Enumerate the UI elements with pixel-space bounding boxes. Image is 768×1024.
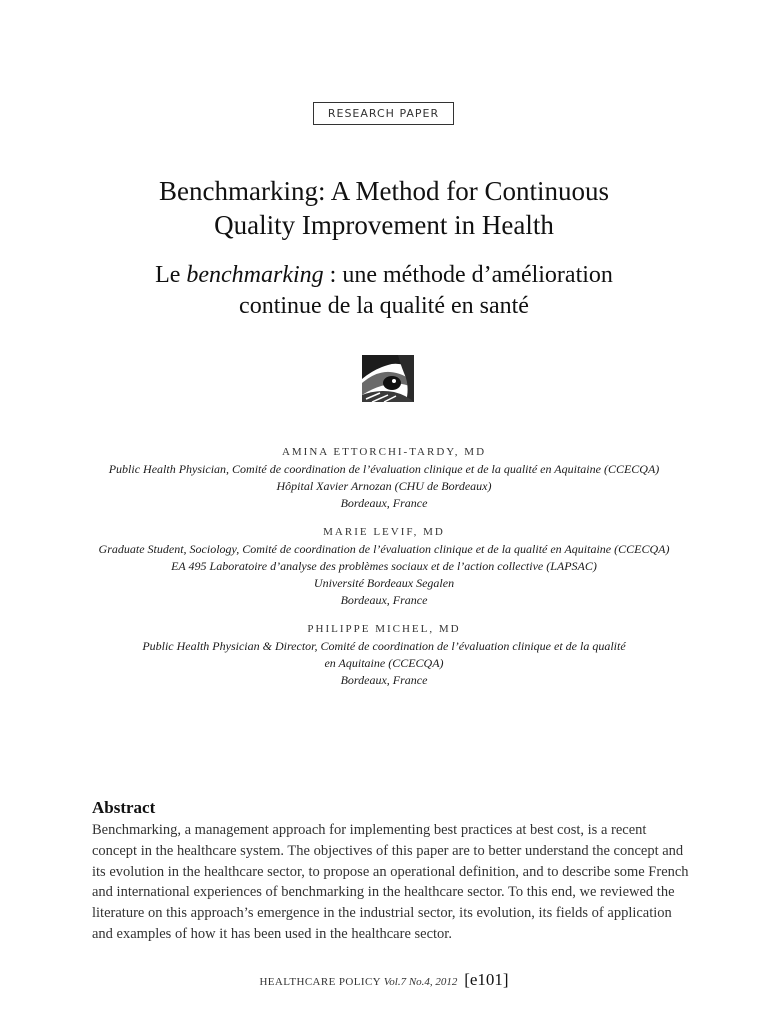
author-affiliation-line: Public Health Physician & Director, Comité de coordination de l’évaluation clinique et de la qualité bbox=[142, 639, 626, 653]
author-block bbox=[0, 621, 768, 689]
page-number: [e101] bbox=[464, 970, 509, 989]
author-affiliation-line: Bordeaux, France bbox=[340, 593, 428, 607]
english-title bbox=[0, 174, 768, 242]
author-name: MARIE LEVIF, MD bbox=[323, 526, 445, 538]
author-block bbox=[0, 524, 768, 609]
article-type-label: RESEARCH PAPER bbox=[313, 102, 454, 125]
abstract-section bbox=[92, 797, 692, 945]
english-title-line-2: Quality Improvement in Health bbox=[214, 210, 554, 240]
author-affiliation-line: Graduate Student, Sociology, Comité de coordination de l’évaluation clinique et de la qualité en Aquitaine (CCECQA) bbox=[98, 542, 670, 556]
page-footer bbox=[0, 968, 768, 994]
french-title-emphasis: benchmarking bbox=[186, 262, 324, 288]
french-title-line-2: continue de la qualité en santé bbox=[239, 293, 529, 319]
journal-name: HEALTHCARE POLICY bbox=[259, 976, 382, 988]
author-affiliation-line: Bordeaux, France bbox=[340, 496, 428, 510]
abstract-text: Benchmarking, a management approach for implementing best practices at best cost, is a recent concept in the healthcare system. The objectives of this paper are to better understand the concept and its evolution in the healthcare sector, to propose an operational definition, and to describe some French and international experiences of benchmarking in the healthcare sector. To this end, we reviewed the literature on this approach’s emergence in the industrial sector, its evolution, its fields of application and examples of how it has been used in the healthcare sector. bbox=[92, 822, 689, 942]
french-title-prefix: Le bbox=[155, 262, 187, 288]
author-affiliation-line: Bordeaux, France bbox=[340, 673, 428, 687]
author-name: PHILIPPE MICHEL, MD bbox=[307, 623, 461, 635]
french-title-rest: : une méthode d’amélioration bbox=[323, 262, 613, 288]
author-affiliation-line: Public Health Physician, Comité de coordination de l’évaluation clinique et de la qualité en Aquitaine (CCECQA) bbox=[108, 462, 660, 476]
author-block bbox=[0, 444, 768, 512]
french-title bbox=[0, 260, 768, 322]
author-affiliation-line: Université Bordeaux Segalen bbox=[313, 576, 455, 590]
author-affiliation-line: en Aquitaine (CCECQA) bbox=[324, 656, 444, 670]
french-title-line-1 bbox=[0, 260, 768, 291]
journal-volume: Vol.7 No.4, 2012 bbox=[383, 976, 458, 988]
author-affiliation-line: EA 495 Laboratoire d’analyse des problèmes sociaux et de l’action collective (LAPSAC) bbox=[171, 559, 597, 573]
author-name: AMINA ETTORCHI-TARDY, MD bbox=[281, 446, 487, 458]
english-title-line-1: Benchmarking: A Method for Continuous bbox=[159, 176, 609, 206]
eye-emblem-icon bbox=[362, 355, 414, 402]
author-list bbox=[0, 444, 768, 701]
abstract-heading: Abstract bbox=[92, 798, 156, 817]
author-affiliation-line: Hôpital Xavier Arnozan (CHU de Bordeaux) bbox=[276, 479, 492, 493]
